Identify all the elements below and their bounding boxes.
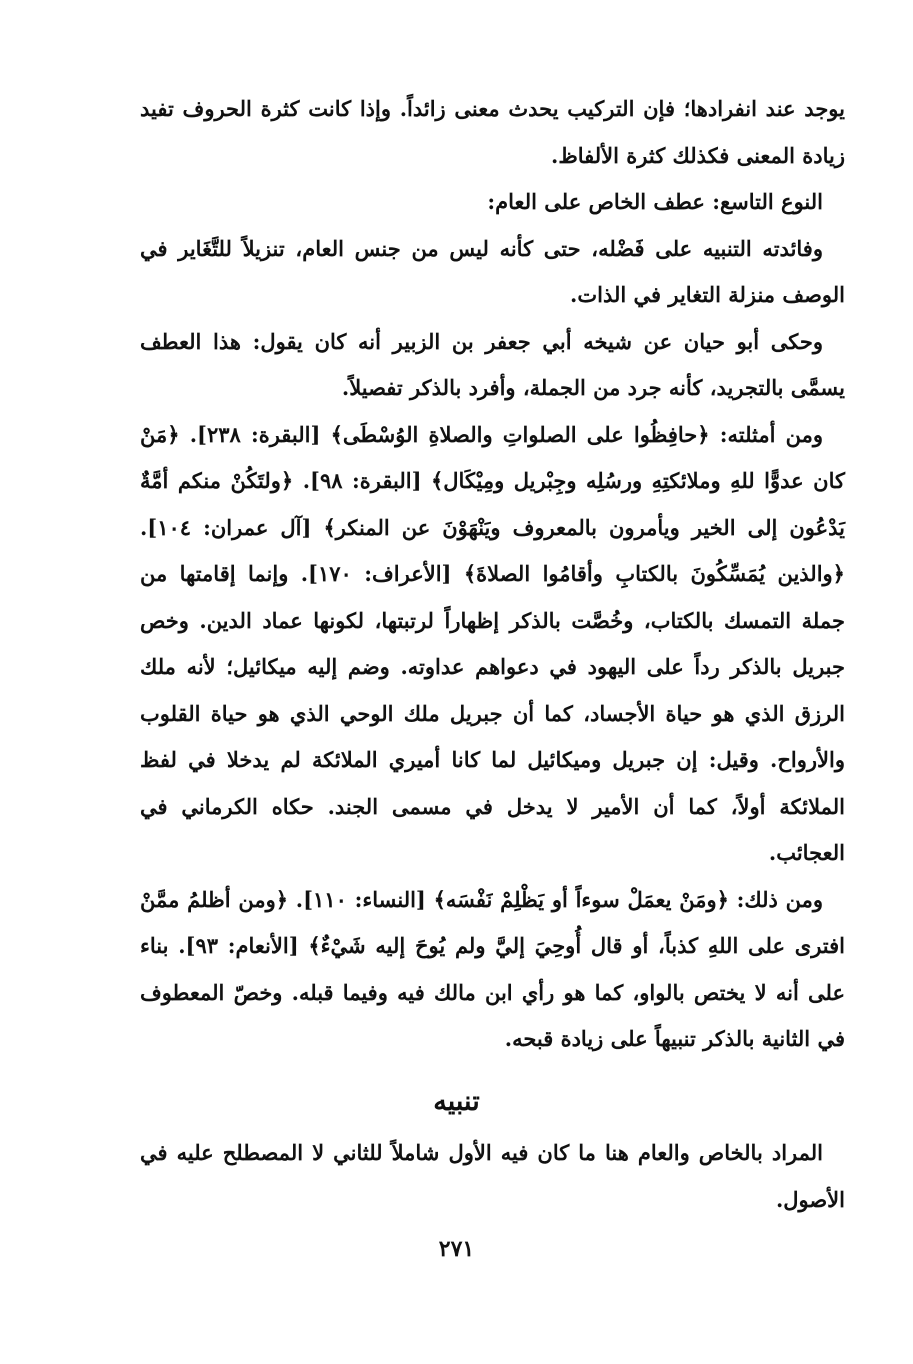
section-title: تنبيه	[433, 1086, 480, 1117]
page-number: ٢٧١	[438, 1236, 475, 1262]
paragraph-benefit: وفائدته التنبيه على فَضْله، حتى كأنه ليس من جنس العام، تنزيلاً للتَّغَاير في الوصف منزلة التغاير في الذات.	[140, 235, 845, 307]
main-text-block	[140, 86, 845, 1063]
paragraph-abu-hayyan: وحكى أبو حيان عن شيخه أبي جعفر بن الزبير أنه كان يقول: هذا العطف يسمَّى بالتجريد، كأنه جرد من الجملة، وأفرد بالذكر تفصيلاً.	[140, 328, 845, 400]
paragraph-more-examples: ومن ذلك: ﴿ومَنْ يعمَلْ سوءاً أو يَظْلِمْ نَفْسَه﴾ [النساء: ١١٠]. ﴿ومن أظلمُ ممَّنْ افترى على اللهِ كذباً، أو قال أُوحِيَ إليَّ ولم يُوحَ إليه شَيْءٌ﴾ [الأنعام: ٩٣]. بناء على أنه لا يختص بالواو، كما هو رأي ابن مالك فيه وفيما قبله. وخصّ المعطوف في الثانية بالذكر تنبيهاً على زيادة قبحه.	[140, 886, 845, 1051]
paragraph-continuation: يوجد عند انفرادها؛ فإن التركيب يحدث معنى زائداً. وإذا كانت كثرة الحروف تفيد زيادة المعنى فكذلك كثرة الألفاظ.	[140, 96, 845, 168]
paragraph-final-note: المراد بالخاص والعام هنا ما كان فيه الأول شاملاً للثاني لا المصطلح عليه في الأصول.	[140, 1140, 845, 1212]
final-text-block	[140, 1130, 845, 1223]
heading-label: النوع التاسع:	[712, 189, 823, 214]
paragraph-examples: ومن أمثلته: ﴿حافِظُوا على الصلواتِ والصلاةِ الوُسْطَى﴾ [البقرة: ٢٣٨]. ﴿مَنْ كان عدوًّا للهِ وملائكتِهِ ورسُلِه وجِبْريل ومِيْكَال﴾ [البقرة: ٩٨]. ﴿ولتَكُنْ منكم أمَّةٌ يَدْعُون إلى الخير ويأمرون بالمعروف ويَنْهَوْنَ عن المنكر﴾ [آل عمران: ١٠٤]. ﴿والذين يُمَسِّكُونَ بالكتابِ وأقامُوا الصلاةَ﴾ [الأعراف: ١٧٠]. وإنما إقامتها من جملة التمسك بالكتاب، وخُصَّت بالذكر إظهاراً لرتبتها، لكونها عماد الدين. وخص جبريل بالذكر رداً على اليهود في دعواهم عداوته. وضم إليه ميكائيل؛ لأنه ملك الرزق الذي هو حياة الأجساد، كما أن جبريل ملك الوحي الذي هو حياة القلوب والأرواح. وقيل: إن جبريل وميكائيل لما كانا أميري الملائكة لم يدخلا في لفظ الملائكة أولاً، كما أن الأمير لا يدخل في مسمى الجند. حكاه الكرماني في العجائب.	[140, 421, 845, 865]
paragraph-heading-ninth-type	[140, 179, 845, 226]
heading-text: عطف الخاص على العام:	[487, 189, 705, 214]
